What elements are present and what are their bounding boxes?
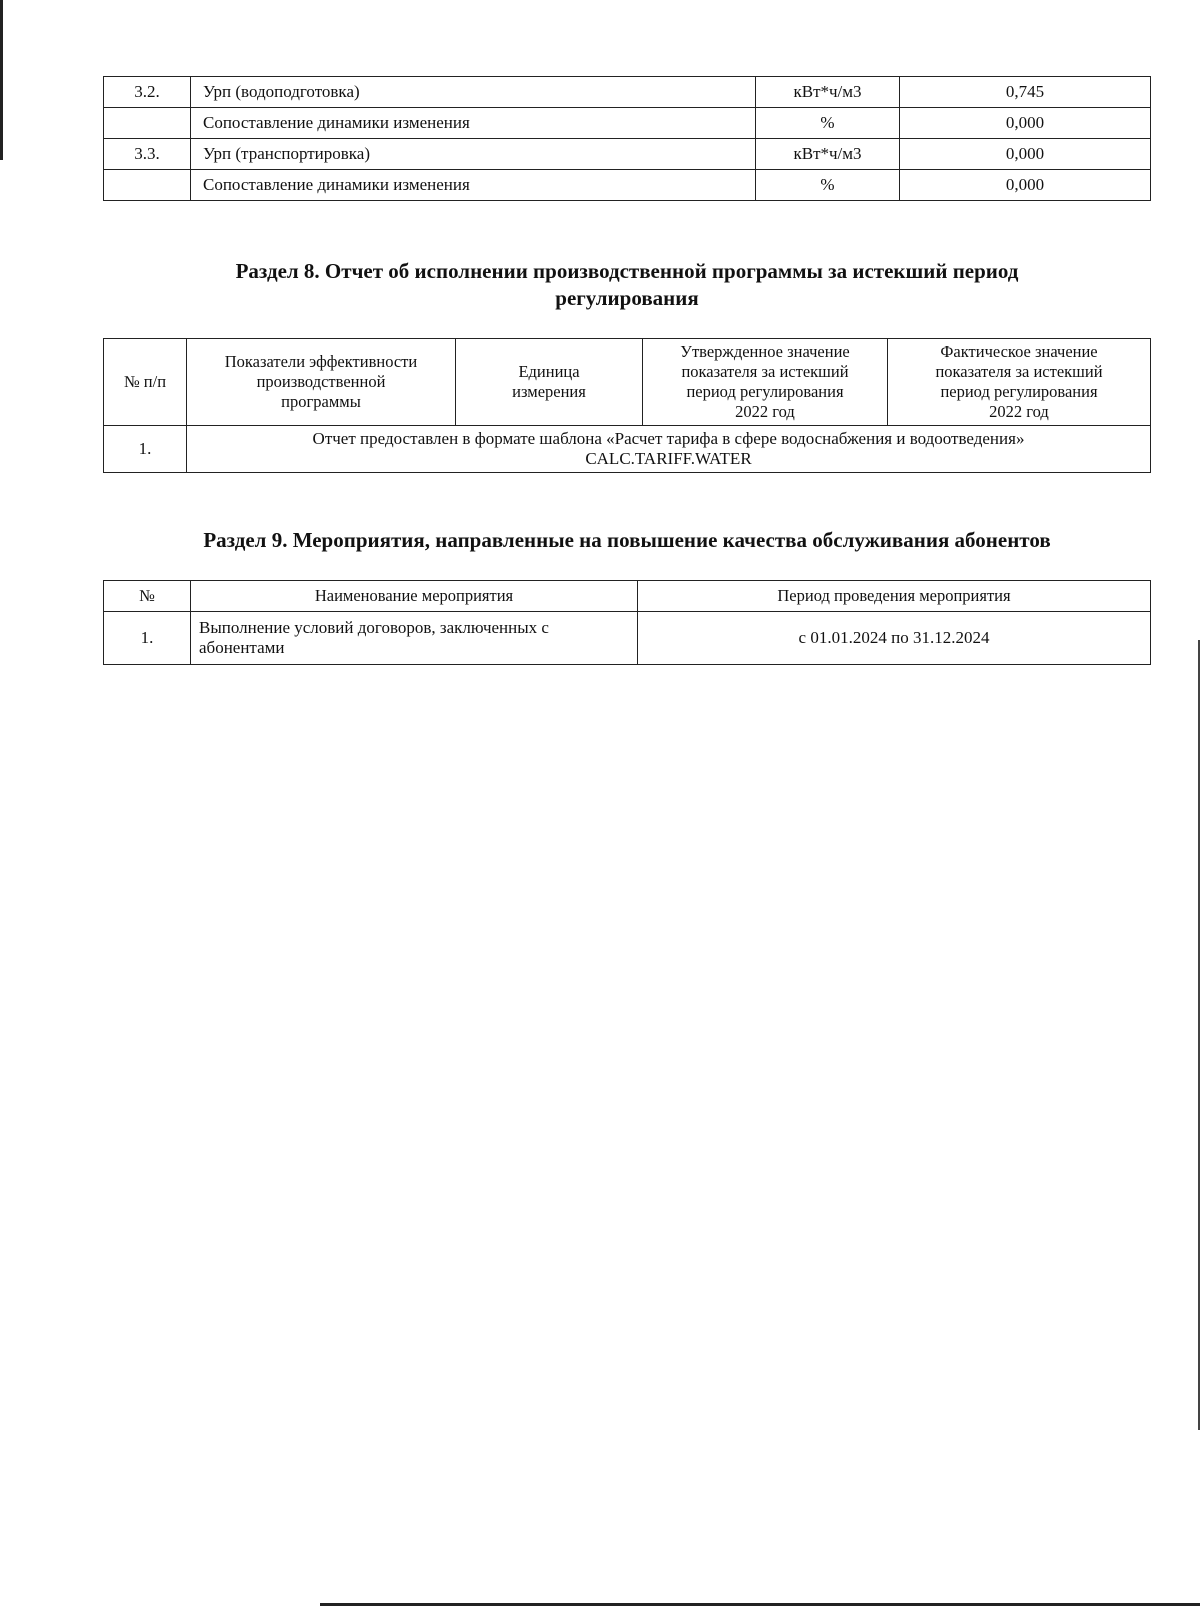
header-text: Утвержденное значение xyxy=(680,342,850,361)
header-indicators xyxy=(187,339,456,426)
section-8-title-line1: Раздел 8. Отчет об исполнении производственной программы за истекший период xyxy=(235,259,1019,283)
header-measure-name: Наименование мероприятия xyxy=(191,581,638,612)
table-row xyxy=(104,108,1151,139)
value: 0,000 xyxy=(900,170,1151,201)
header-num: № п/п xyxy=(104,339,187,426)
header-text: 2022 год xyxy=(989,402,1049,421)
indicator-name: Сопоставление динамики изменения xyxy=(191,170,756,201)
indicator-name: Сопоставление динамики изменения xyxy=(191,108,756,139)
indicator-name: Урп (водоподготовка) xyxy=(191,77,756,108)
header-text: измерения xyxy=(512,382,586,401)
energy-consumption-table xyxy=(103,76,1151,201)
header-period: Период проведения мероприятия xyxy=(638,581,1151,612)
section-9-title: Раздел 9. Мероприятия, направленные на повышение качества обслуживания абонентов xyxy=(203,528,1051,552)
production-program-report-table xyxy=(103,338,1151,473)
measure-name-line2: абонентами xyxy=(199,638,285,657)
header-num: № xyxy=(104,581,191,612)
table-row xyxy=(104,612,1151,665)
row-number: 3.2. xyxy=(104,77,191,108)
measure-name-line1: Выполнение условий договоров, заключенных с xyxy=(199,618,549,637)
header-unit xyxy=(456,339,643,426)
table-row xyxy=(104,139,1151,170)
measure-period: с 01.01.2024 по 31.12.2024 xyxy=(638,612,1151,665)
scan-edge-bottom xyxy=(320,1603,1200,1606)
header-text: период регулирования xyxy=(686,382,844,401)
value: 0,000 xyxy=(900,139,1151,170)
row-number: 1. xyxy=(104,612,191,665)
section-8-title xyxy=(103,258,1151,312)
header-text: производственной xyxy=(256,372,386,391)
header-approved-value xyxy=(643,339,888,426)
header-text: Фактическое значение xyxy=(940,342,1098,361)
header-text: Показатели эффективности xyxy=(224,352,418,371)
header-text: период регулирования xyxy=(940,382,1098,401)
table-row xyxy=(104,77,1151,108)
report-note-line2: CALC.TARIFF.WATER xyxy=(585,449,752,468)
table-row xyxy=(104,426,1151,473)
header-text: показателя за истекший xyxy=(935,362,1103,381)
header-text: показателя за истекший xyxy=(681,362,849,381)
scan-edge-left xyxy=(0,0,3,160)
unit: % xyxy=(756,170,900,201)
row-number xyxy=(104,108,191,139)
unit: кВт*ч/м3 xyxy=(756,139,900,170)
value: 0,000 xyxy=(900,108,1151,139)
row-number: 3.3. xyxy=(104,139,191,170)
table-header-row xyxy=(104,339,1151,426)
header-text: 2022 год xyxy=(735,402,795,421)
unit: % xyxy=(756,108,900,139)
indicator-name: Урп (транспортировка) xyxy=(191,139,756,170)
row-number xyxy=(104,170,191,201)
service-quality-measures-table xyxy=(103,580,1151,665)
report-note xyxy=(187,426,1151,473)
header-text: Единица xyxy=(518,362,580,381)
header-text: программы xyxy=(281,392,361,411)
measure-name xyxy=(191,612,638,665)
report-note-line1: Отчет предоставлен в формате шаблона «Расчет тарифа в сфере водоснабжения и водоотведения» xyxy=(312,429,1025,448)
table-header-row xyxy=(104,581,1151,612)
header-actual-value xyxy=(888,339,1151,426)
value: 0,745 xyxy=(900,77,1151,108)
table-row xyxy=(104,170,1151,201)
section-8-title-line2: регулирования xyxy=(555,286,699,310)
row-number: 1. xyxy=(104,426,187,473)
unit: кВт*ч/м3 xyxy=(756,77,900,108)
